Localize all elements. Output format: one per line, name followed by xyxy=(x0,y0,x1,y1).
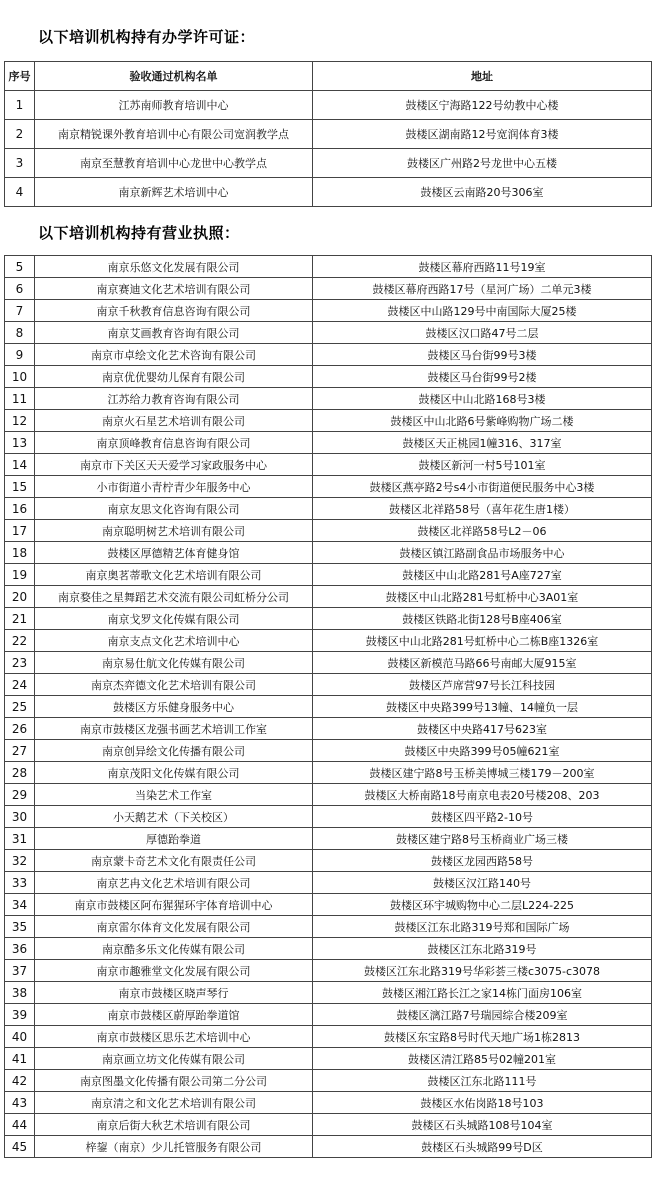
row-institution-name: 南京茂阳文化传媒有限公司 xyxy=(35,762,313,784)
row-address: 鼓楼区东宝路8号时代天地广场1栋2813 xyxy=(313,1026,652,1048)
row-address: 鼓楼区江东北路319号华彩荟三楼c3075-c3078 xyxy=(313,960,652,982)
row-institution-name: 鼓楼区方乐健身服务中心 xyxy=(35,696,313,718)
row-index: 37 xyxy=(5,960,35,982)
row-index: 27 xyxy=(5,740,35,762)
row-address: 鼓楼区镇江路副食品市场服务中心 xyxy=(313,542,652,564)
table-row xyxy=(5,652,652,674)
table-row xyxy=(5,278,652,300)
row-address: 鼓楼区新河一村5号101室 xyxy=(313,454,652,476)
row-institution-name: 江苏南师教育培训中心 xyxy=(35,91,313,120)
header-address: 地址 xyxy=(313,62,652,91)
header-institution-name: 验收通过机构名单 xyxy=(35,62,313,91)
row-index: 25 xyxy=(5,696,35,718)
row-address: 鼓楼区铁路北街128号B座406室 xyxy=(313,608,652,630)
table-row xyxy=(5,178,652,207)
row-institution-name: 南京市鼓楼区思乐艺术培训中心 xyxy=(35,1026,313,1048)
table-row xyxy=(5,432,652,454)
row-address: 鼓楼区中山北路281号虹桥中心3A01室 xyxy=(313,586,652,608)
row-address: 鼓楼区汉口路47号二层 xyxy=(313,322,652,344)
table-row xyxy=(5,850,652,872)
table-header-row xyxy=(5,62,652,91)
row-index: 41 xyxy=(5,1048,35,1070)
row-index: 13 xyxy=(5,432,35,454)
table-row xyxy=(5,149,652,178)
row-institution-name: 南京画立坊文化传媒有限公司 xyxy=(35,1048,313,1070)
table-row xyxy=(5,498,652,520)
row-address: 鼓楼区江东北路319号郑和国际广场 xyxy=(313,916,652,938)
table-row xyxy=(5,542,652,564)
row-index: 40 xyxy=(5,1026,35,1048)
row-institution-name: 南京市趣雅堂文化发展有限公司 xyxy=(35,960,313,982)
row-institution-name: 江苏给力教育咨询有限公司 xyxy=(35,388,313,410)
row-institution-name: 南京清之和文化艺术培训有限公司 xyxy=(35,1092,313,1114)
row-institution-name: 当染艺术工作室 xyxy=(35,784,313,806)
license-institutions-table xyxy=(4,61,652,207)
section-heading-business-license: 以下培训机构持有营业执照： xyxy=(38,224,240,242)
row-institution-name: 南京创异绘文化传播有限公司 xyxy=(35,740,313,762)
row-institution-name: 南京顶峰教育信息咨询有限公司 xyxy=(35,432,313,454)
row-address: 鼓楼区环宇城购物中心二层L224-225 xyxy=(313,894,652,916)
row-institution-name: 南京支点文化艺术培训中心 xyxy=(35,630,313,652)
row-institution-name: 小天鹅艺术（下关校区） xyxy=(35,806,313,828)
table-row xyxy=(5,1048,652,1070)
row-index: 2 xyxy=(5,120,35,149)
header-index: 序号 xyxy=(5,62,35,91)
row-index: 33 xyxy=(5,872,35,894)
table-row xyxy=(5,696,652,718)
row-index: 22 xyxy=(5,630,35,652)
table-row xyxy=(5,410,652,432)
table-row xyxy=(5,630,652,652)
row-address: 鼓楼区石头城路108号104室 xyxy=(313,1114,652,1136)
table-row xyxy=(5,256,652,278)
row-institution-name: 南京杰弈德文化艺术培训有限公司 xyxy=(35,674,313,696)
row-institution-name: 南京市鼓楼区晓声琴行 xyxy=(35,982,313,1004)
table-row xyxy=(5,894,652,916)
row-index: 42 xyxy=(5,1070,35,1092)
row-address: 鼓楼区芦席营97号长江科技园 xyxy=(313,674,652,696)
table-row xyxy=(5,322,652,344)
section-heading-license: 以下培训机构持有办学许可证： xyxy=(38,28,256,46)
table-row xyxy=(5,916,652,938)
row-index: 20 xyxy=(5,586,35,608)
row-institution-name: 南京市鼓楼区龙强书画艺术培训工作室 xyxy=(35,718,313,740)
row-address: 鼓楼区江东北路111号 xyxy=(313,1070,652,1092)
row-institution-name: 南京乐悠文化发展有限公司 xyxy=(35,256,313,278)
table-row xyxy=(5,762,652,784)
row-address: 鼓楼区中山北路168号3楼 xyxy=(313,388,652,410)
row-institution-name: 南京友思文化咨询有限公司 xyxy=(35,498,313,520)
row-index: 12 xyxy=(5,410,35,432)
row-index: 11 xyxy=(5,388,35,410)
row-address: 鼓楼区中山北路281号虹桥中心二栋B座1326室 xyxy=(313,630,652,652)
row-address: 鼓楼区清江路85号02幢201室 xyxy=(313,1048,652,1070)
row-address: 鼓楼区幕府西路17号（星河广场）二单元3楼 xyxy=(313,278,652,300)
row-address: 鼓楼区幕府西路11号19室 xyxy=(313,256,652,278)
row-index: 15 xyxy=(5,476,35,498)
table-row xyxy=(5,586,652,608)
table-row xyxy=(5,982,652,1004)
row-institution-name: 南京千秋教育信息咨询有限公司 xyxy=(35,300,313,322)
row-index: 5 xyxy=(5,256,35,278)
row-address: 鼓楼区建宁路8号玉桥美博城三楼179－200室 xyxy=(313,762,652,784)
row-institution-name: 南京易仕航文化传媒有限公司 xyxy=(35,652,313,674)
row-address: 鼓楼区漓江路7号瑞园综合楼209室 xyxy=(313,1004,652,1026)
row-index: 43 xyxy=(5,1092,35,1114)
row-index: 4 xyxy=(5,178,35,207)
row-index: 21 xyxy=(5,608,35,630)
table-row xyxy=(5,828,652,850)
row-index: 23 xyxy=(5,652,35,674)
row-institution-name: 厚德跆拳道 xyxy=(35,828,313,850)
row-address: 鼓楼区北祥路58号L2－06 xyxy=(313,520,652,542)
row-address: 鼓楼区北祥路58号（喜年花生唐1楼） xyxy=(313,498,652,520)
row-index: 3 xyxy=(5,149,35,178)
row-institution-name: 南京蒙卡奇艺术文化有限责任公司 xyxy=(35,850,313,872)
row-index: 16 xyxy=(5,498,35,520)
row-address: 鼓楼区四平路2-10号 xyxy=(313,806,652,828)
row-address: 鼓楼区中央路399号05幢621室 xyxy=(313,740,652,762)
row-institution-name: 南京市下关区天天爱学习家政服务中心 xyxy=(35,454,313,476)
row-institution-name: 南京至慧教育培训中心龙世中心教学点 xyxy=(35,149,313,178)
table-row xyxy=(5,1070,652,1092)
table-row xyxy=(5,1114,652,1136)
table-row xyxy=(5,872,652,894)
table-row xyxy=(5,740,652,762)
row-address: 鼓楼区建宁路8号玉桥商业广场三楼 xyxy=(313,828,652,850)
row-address: 鼓楼区马台街99号2楼 xyxy=(313,366,652,388)
row-address: 鼓楼区燕亭路2号s4小市街道便民服务中心3楼 xyxy=(313,476,652,498)
row-address: 鼓楼区湖南路12号宽润体育3楼 xyxy=(313,120,652,149)
row-institution-name: 南京戈罗文化传媒有限公司 xyxy=(35,608,313,630)
row-institution-name: 南京赛迪文化艺术培训有限公司 xyxy=(35,278,313,300)
table-row xyxy=(5,608,652,630)
row-address: 鼓楼区云南路20号306室 xyxy=(313,178,652,207)
table-row xyxy=(5,476,652,498)
table-row xyxy=(5,1004,652,1026)
row-institution-name: 南京艺冉文化艺术培训有限公司 xyxy=(35,872,313,894)
row-index: 9 xyxy=(5,344,35,366)
table-row xyxy=(5,520,652,542)
table-row xyxy=(5,1136,652,1158)
table-row xyxy=(5,91,652,120)
row-index: 36 xyxy=(5,938,35,960)
row-index: 26 xyxy=(5,718,35,740)
row-institution-name: 梓鋆（南京）少儿托管服务有限公司 xyxy=(35,1136,313,1158)
table-row xyxy=(5,366,652,388)
row-address: 鼓楼区中央路399号13幢、14幢负一层 xyxy=(313,696,652,718)
row-institution-name: 南京后街大秋艺术培训有限公司 xyxy=(35,1114,313,1136)
row-index: 24 xyxy=(5,674,35,696)
row-index: 31 xyxy=(5,828,35,850)
row-address: 鼓楼区天正桃园1幢316、317室 xyxy=(313,432,652,454)
row-institution-name: 鼓楼区厚德精艺体育健身馆 xyxy=(35,542,313,564)
table-row xyxy=(5,564,652,586)
row-institution-name: 南京艾画教育咨询有限公司 xyxy=(35,322,313,344)
row-address: 鼓楼区水佑岗路18号103 xyxy=(313,1092,652,1114)
row-index: 17 xyxy=(5,520,35,542)
row-address: 鼓楼区汉江路140号 xyxy=(313,872,652,894)
row-address: 鼓楼区宁海路122号幼教中心楼 xyxy=(313,91,652,120)
row-institution-name: 南京酷多乐文化传媒有限公司 xyxy=(35,938,313,960)
row-address: 鼓楼区大桥南路18号南京电表20号楼208、203 xyxy=(313,784,652,806)
row-index: 32 xyxy=(5,850,35,872)
table-row xyxy=(5,300,652,322)
table-row xyxy=(5,1092,652,1114)
row-index: 35 xyxy=(5,916,35,938)
table-row xyxy=(5,120,652,149)
table-row xyxy=(5,718,652,740)
table-row xyxy=(5,454,652,476)
row-index: 10 xyxy=(5,366,35,388)
row-index: 14 xyxy=(5,454,35,476)
row-institution-name: 南京雷尔体育文化发展有限公司 xyxy=(35,916,313,938)
table-row xyxy=(5,388,652,410)
row-institution-name: 南京市卓绘文化艺术咨询有限公司 xyxy=(35,344,313,366)
table-row xyxy=(5,784,652,806)
row-index: 39 xyxy=(5,1004,35,1026)
row-institution-name: 南京聪明树艺术培训有限公司 xyxy=(35,520,313,542)
row-institution-name: 南京图墨文化传播有限公司第二分公司 xyxy=(35,1070,313,1092)
row-address: 鼓楼区广州路2号龙世中心五楼 xyxy=(313,149,652,178)
row-institution-name: 南京优优婴幼儿保育有限公司 xyxy=(35,366,313,388)
row-address: 鼓楼区江东北路319号 xyxy=(313,938,652,960)
row-address: 鼓楼区湘江路长江之家14栋门面房106室 xyxy=(313,982,652,1004)
row-index: 28 xyxy=(5,762,35,784)
table-row xyxy=(5,1026,652,1048)
row-index: 30 xyxy=(5,806,35,828)
row-index: 38 xyxy=(5,982,35,1004)
row-institution-name: 南京奥茗蒂歌文化艺术培训有限公司 xyxy=(35,564,313,586)
row-index: 19 xyxy=(5,564,35,586)
row-institution-name: 南京市鼓楼区阿布猩猩环宇体育培训中心 xyxy=(35,894,313,916)
table-row xyxy=(5,344,652,366)
row-address: 鼓楼区龙园西路58号 xyxy=(313,850,652,872)
row-institution-name: 南京精锐课外教育培训中心有限公司宽润教学点 xyxy=(35,120,313,149)
row-index: 8 xyxy=(5,322,35,344)
row-institution-name: 南京婺佳之星舞蹈艺术交流有限公司虹桥分公司 xyxy=(35,586,313,608)
row-index: 1 xyxy=(5,91,35,120)
business-license-institutions-table xyxy=(4,255,652,1158)
row-index: 18 xyxy=(5,542,35,564)
row-address: 鼓楼区中山北路6号紫峰购物广场二楼 xyxy=(313,410,652,432)
table-row xyxy=(5,960,652,982)
row-address: 鼓楼区石头城路99号D区 xyxy=(313,1136,652,1158)
row-institution-name: 小市街道小青柠青少年服务中心 xyxy=(35,476,313,498)
row-index: 29 xyxy=(5,784,35,806)
row-institution-name: 南京新辉艺术培训中心 xyxy=(35,178,313,207)
row-institution-name: 南京市鼓楼区蔚厚跆拳道馆 xyxy=(35,1004,313,1026)
row-address: 鼓楼区中山北路281号A座727室 xyxy=(313,564,652,586)
row-address: 鼓楼区马台街99号3楼 xyxy=(313,344,652,366)
row-address: 鼓楼区中山路129号中南国际大厦25楼 xyxy=(313,300,652,322)
row-address: 鼓楼区新模范马路66号南邮大厦915室 xyxy=(313,652,652,674)
table-row xyxy=(5,674,652,696)
row-index: 34 xyxy=(5,894,35,916)
table-row xyxy=(5,806,652,828)
row-institution-name: 南京火石星艺术培训有限公司 xyxy=(35,410,313,432)
row-address: 鼓楼区中央路417号623室 xyxy=(313,718,652,740)
row-index: 45 xyxy=(5,1136,35,1158)
row-index: 7 xyxy=(5,300,35,322)
table-row xyxy=(5,938,652,960)
row-index: 44 xyxy=(5,1114,35,1136)
row-index: 6 xyxy=(5,278,35,300)
